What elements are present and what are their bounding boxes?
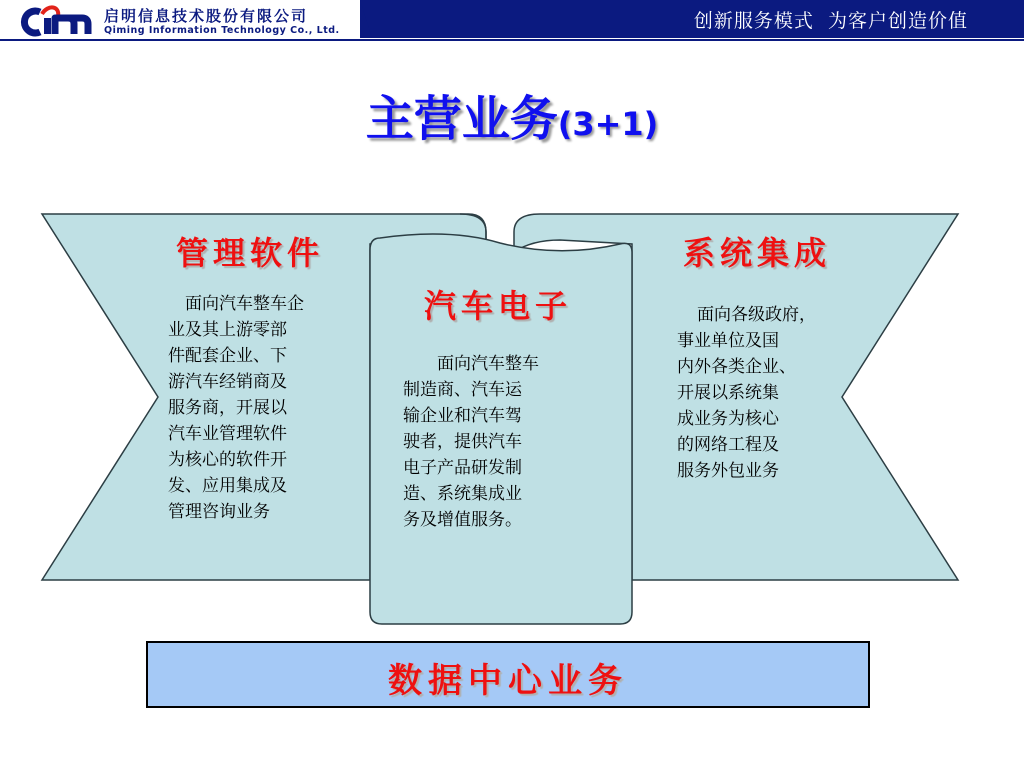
description-line: 务及增值服务。	[403, 510, 522, 530]
description-line: 服务商，开展以	[168, 398, 287, 418]
slogan: 创新服务模式 为客户创造价值	[693, 10, 968, 32]
description-line: 管理咨询业务	[168, 502, 270, 522]
description-line: 的网络工程及	[677, 435, 779, 455]
company-name-en: Qiming Information Technology Co., Ltd.	[104, 25, 340, 36]
description-line: 驶者，提供汽车	[403, 432, 522, 452]
automotive-electronics-description	[403, 351, 539, 533]
description-line: 为核心的软件开	[168, 450, 287, 470]
description-line: 内外各类企业、	[677, 357, 796, 377]
description-line: 面向汽车整车	[437, 354, 539, 374]
description-line: 游汽车经销商及	[168, 372, 287, 392]
description-line: 输企业和汽车驾	[403, 406, 522, 426]
management-software-description	[168, 291, 304, 525]
automotive-electronics-heading: 汽车电子	[424, 287, 573, 325]
description-line: 制造商、汽车运	[403, 380, 522, 400]
page-title-main: 主营业务	[365, 91, 558, 147]
description-line: 面向各级政府，	[697, 305, 816, 325]
description-line: 成业务为核心	[677, 409, 779, 429]
page-title-suffix: (3+1)	[557, 105, 659, 143]
company-name-cn: 启明信息技术股份有限公司	[104, 7, 309, 25]
description-line: 开展以系统集	[677, 383, 779, 403]
system-integration-description	[677, 302, 816, 484]
description-line: 面向汽车整车企	[185, 294, 304, 314]
description-line: 事业单位及国	[677, 331, 779, 351]
data-center-business-label: 数据中心业务	[388, 661, 628, 701]
description-line: 件配套企业、下	[168, 346, 287, 366]
description-line: 服务外包业务	[677, 461, 779, 481]
description-line: 电子产品研发制	[403, 458, 522, 478]
description-line: 业及其上游零部	[168, 320, 287, 340]
system-integration-heading: 系统集成	[683, 234, 832, 272]
data-center-business-bar	[146, 641, 870, 708]
management-software-heading: 管理软件	[176, 234, 325, 272]
description-line: 发、应用集成及	[168, 476, 287, 496]
description-line: 造、系统集成业	[403, 484, 522, 504]
description-line: 汽车业管理软件	[168, 424, 287, 444]
